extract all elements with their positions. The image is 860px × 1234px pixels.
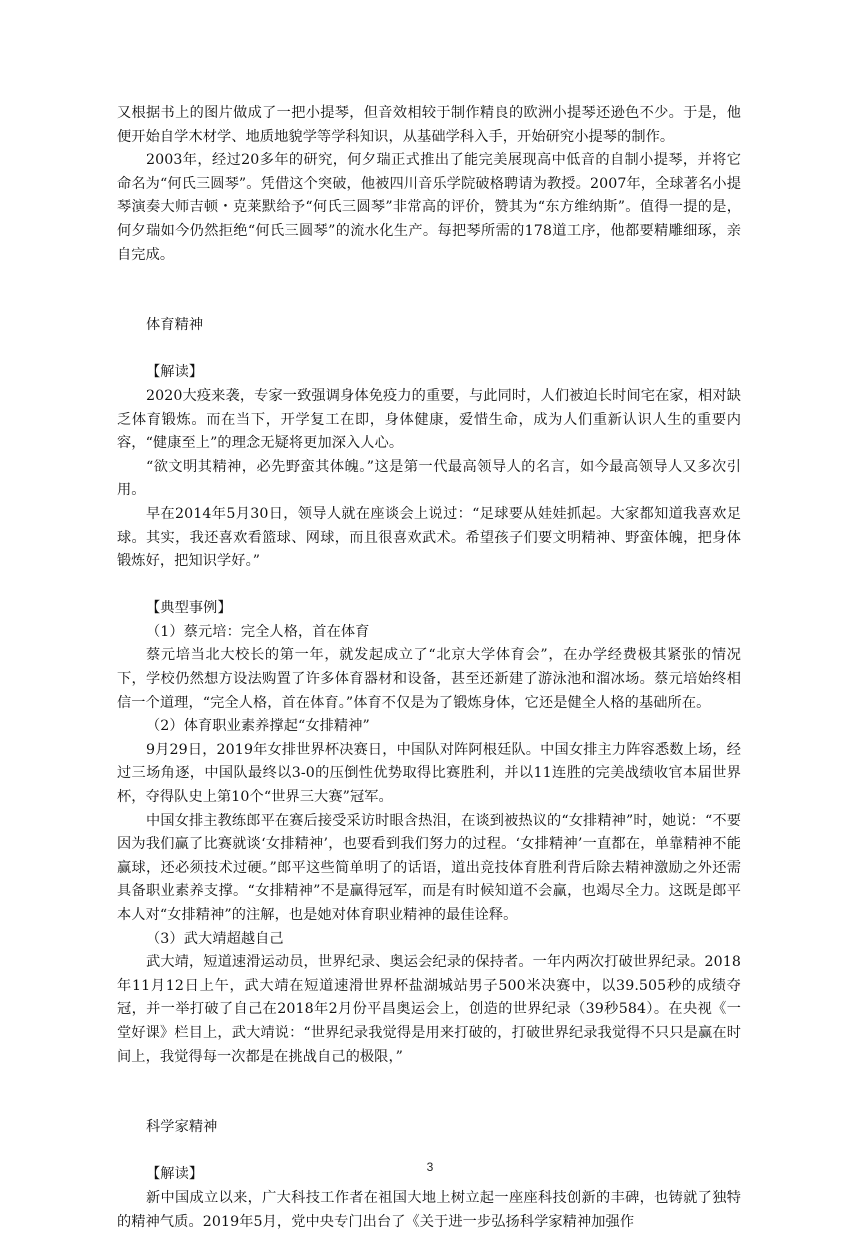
body-paragraph: 2020大疫来袭，专家一致强调身体免疫力的重要，与此同时，人们被迫长时间宅在家，相对缺乏体育锻炼。而在当下，开学复工在即，身体健康，爱惜生命，成为人们重新认识人生的重要内容，“健康至上”的理念无疑将更加深入人心。 <box>117 387 741 452</box>
body-paragraph: 又根据书上的图片做成了一把小提琴，但音效相较于制作精良的欧洲小提琴还逊色不少。于是，他便开始自学木材学、地质地貌学等学科知识，从基础学科入手，开始研究小提琴的制作。 <box>117 105 741 145</box>
body-paragraph: 早在2014年5月30日，领导人就在座谈会上说过：“足球要从娃娃抓起。大家都知道我喜欢足球。其实，我还喜欢看篮球、网球，而且很喜欢武术。希望孩子们要文明精神、野蛮体魄，把身体锻炼好，把知识学好。” <box>117 505 741 570</box>
page-body <box>117 102 741 1234</box>
body-paragraph: 蔡元培当北大校长的第一年，就发起成立了“北京大学体育会”，在办学经费极其紧张的情况下，学校仍然想方设法购置了许多体育器材和设备，甚至还新建了游泳池和溜冰场。蔡元培始终相信一个道理，“完全人格，首在体育。”体育不仅是为了锻炼身体，它还是健全人格的基础所在。 <box>117 647 741 711</box>
interpretation-label: 【解读】 <box>146 364 204 381</box>
example-title: （3）武大靖超越自己 <box>146 930 284 947</box>
body-paragraph: 新中国成立以来，广大科技工作者在祖国大地上树立起一座座科技创新的丰碑，也铸就了独特的精神气质。2019年5月，党中央专门出台了《关于进一步弘扬科学家精神加强作 <box>117 1189 741 1230</box>
page-number: 3 <box>426 1160 434 1174</box>
example-title: （2）体育职业素养撑起“女排精神” <box>146 718 370 735</box>
body-paragraph: 中国女排主教练郎平在赛后接受采访时眼含热泪，在谈到被热议的“女排精神”时，她说：“不要因为我们赢了比赛就谈‘女排精神’，也要看到我们努力的过程。‘女排精神’一直都在，单靠精神不能赢球，还必须技术过硬。”郎平这些简单明了的话语，道出竞技体育胜利背后除去精神激励之外还需具备职业素养支撑。“女排精神”不是赢得冠军，而是有时候知道不会赢，也竭尽全力。这既是郎平本人对“女排精神”的注解，也是她对体育职业精神的最佳诠释。 <box>117 812 741 923</box>
body-paragraph: 2003年，经过20多年的研究，何夕瑞正式推出了能完美展现高中低音的自制小提琴，并将它命名为“何氏三圆琴”。凭借这个突破，他被四川音乐学院破格聘请为教授。2007年，全球著名小提琴演奏大师吉顿・克莱默给予“何氏三圆琴”非常高的评价，赞其为“东方维纳斯”。值得一提的是，何夕瑞如今仍然拒绝“何氏三圆琴”的流水化生产。每把琴所需的178道工序，他都要精雕细琢，亲自完成。 <box>117 152 741 263</box>
body-paragraph: 武大靖，短道速滑运动员，世界纪录、奥运会纪录的保持者。一年内两次打破世界纪录。2018年11月12日上午，武大靖在短道速滑世界杯盐湖城站男子500米决赛中，以39.505秒的成绩夺冠，并一举打破了自己在2018年2月份平昌奥运会上，创造的世界纪录（39秒584）。在央视《一堂好课》栏目上，武大靖说：“世界纪录我觉得是用来打破的，打破世界纪录我觉得不只只是赢在时间上，我觉得每一次都是在挑战自己的极限，” <box>117 954 741 1065</box>
section-title-science: 科学家精神 <box>146 1119 218 1136</box>
section-title-sports: 体育精神 <box>146 317 204 334</box>
body-paragraph: “欲文明其精神，必先野蛮其体魄。”这是第一代最高领导人的名言，如今最高领导人又多次引用。 <box>117 458 741 499</box>
body-paragraph: 9月29日，2019年女排世界杯决赛日，中国队对阵阿根廷队。中国女排主力阵容悉数上场，经过三场角逐，中国队最终以3-0的压倒性优势取得比赛胜利，并以11连胜的完美战绩收官本届世界杯，夺得队史上第10个“世界三大赛”冠军。 <box>117 741 741 806</box>
spacer <box>117 1069 741 1116</box>
spacer <box>117 267 741 314</box>
examples-label: 【典型事例】 <box>146 600 232 617</box>
example-title: （1）蔡元培：完全人格，首在体育 <box>146 623 370 640</box>
spacer <box>117 574 741 598</box>
spacer <box>117 338 741 362</box>
interpretation-label: 【解读】 <box>146 1166 204 1183</box>
